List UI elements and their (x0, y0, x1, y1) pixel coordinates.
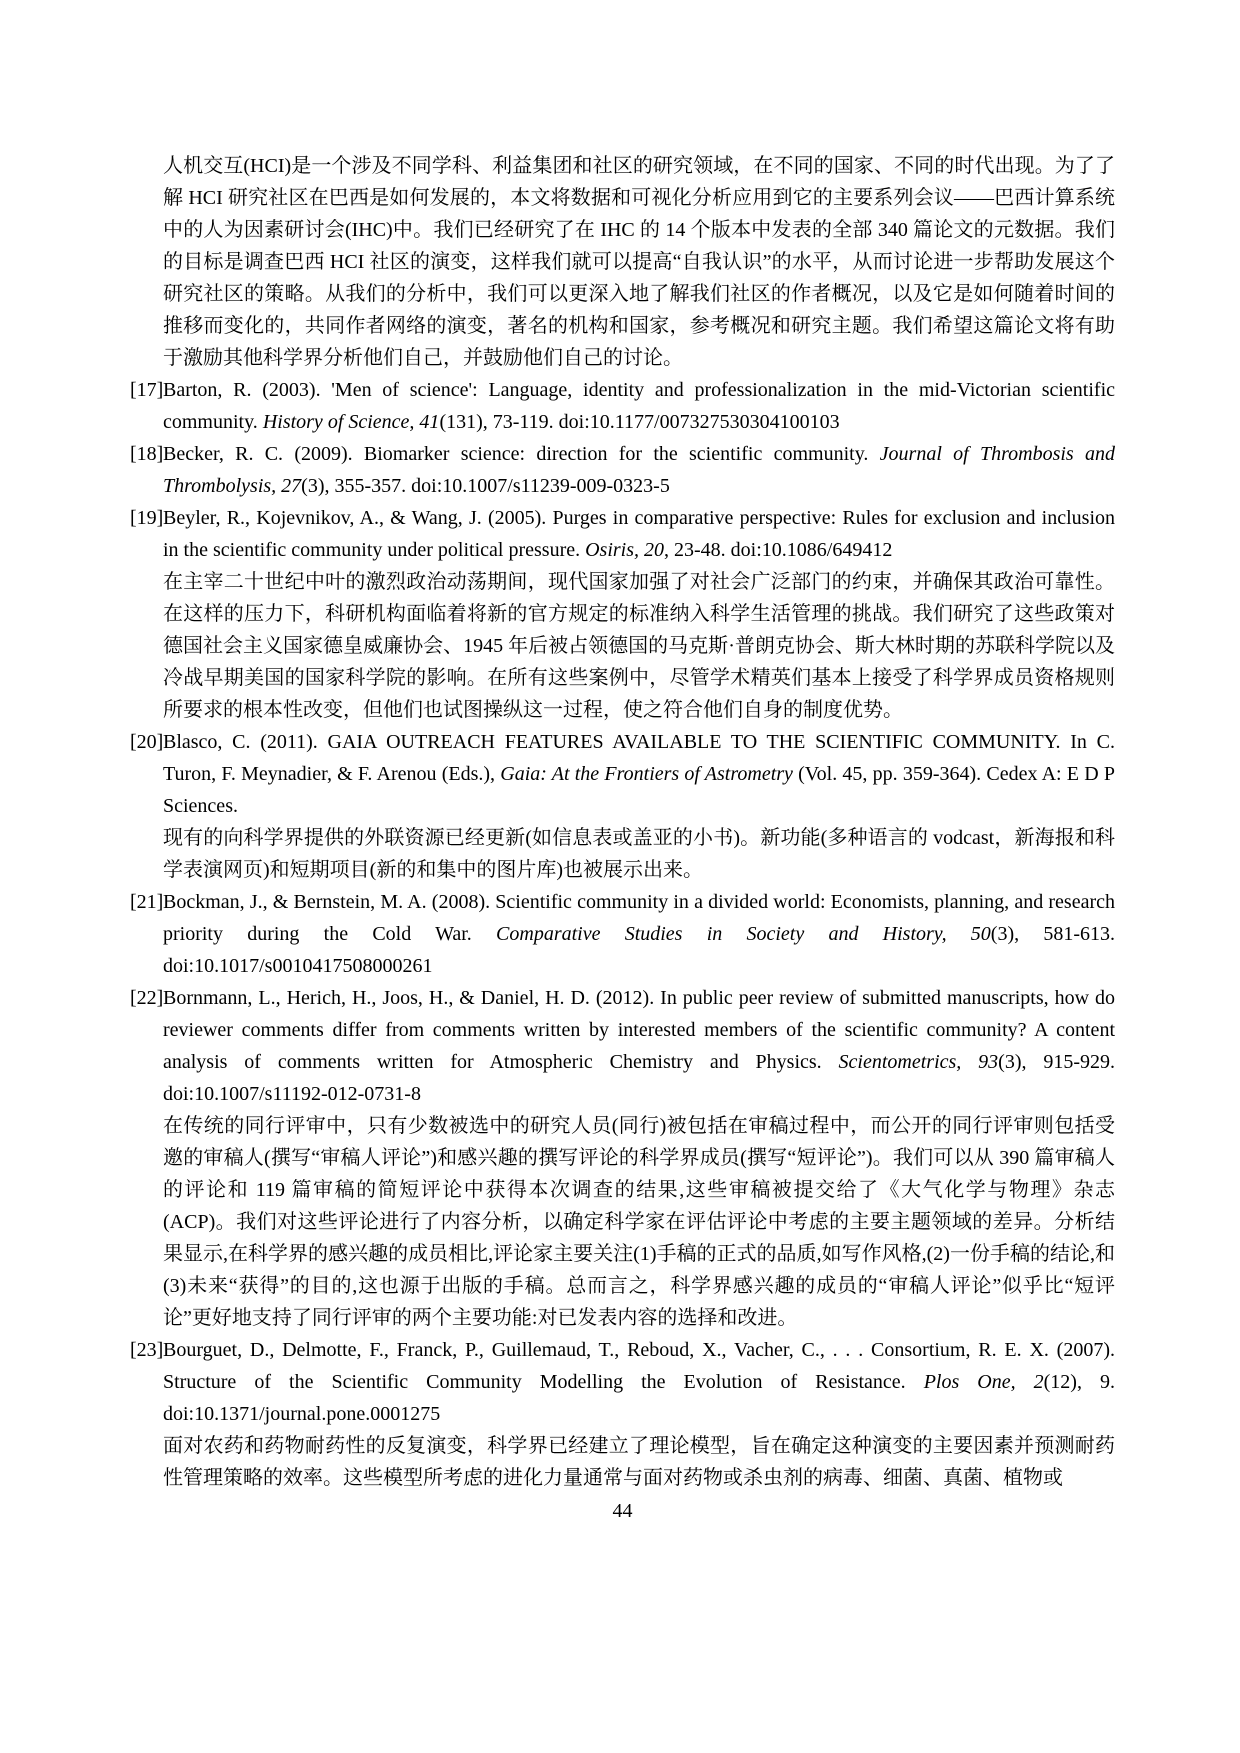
reference-23-number: [23] (130, 1339, 164, 1361)
reference-18-number: [18] (130, 443, 164, 465)
citation-text: Bornmann, L., Herich, H., Joos, H., & Daniel, H. D. (2012). In public peer review of submitted manuscripts, how do reviewer comments differ from comments written by interested members of the scientific community? A content analysis of comments written for Atmospheric Chemistry and Physics. (163, 987, 1115, 1073)
reference-18 (130, 438, 1115, 502)
reference-17-citation (163, 374, 1115, 438)
reference-19-citation (163, 502, 1115, 566)
citation-text: Blasco, C. (2011). GAIA OUTREACH FEATURES AVAILABLE TO THE SCIENTIFIC COMMUNITY. In C. Turon, F. Meynadier, & F. Arenou (Eds.), (163, 731, 1115, 785)
citation-text: (3), 355-357. doi:10.1007/s11239-009-0323-5 (301, 475, 670, 497)
reference-list (130, 374, 1115, 1494)
reference-22-number: [22] (130, 987, 164, 1009)
citation-text: (3), 915-929. doi:10.1007/s11192-012-0731-8 (163, 1051, 1115, 1105)
citation-text: (131), 73-119. doi:10.1177/007327530304100103 (439, 411, 840, 433)
reference-19-number: [19] (130, 507, 164, 529)
citation-text: Bourguet, D., Delmotte, F., Franck, P., Guillemaud, T., Reboud, X., Vacher, C., . . . Consortium, R. E. X. (2007). Structure of the Scientific Community Modelling the Evolution of Resistance. (163, 1339, 1115, 1393)
citation-text: (3), 581-613. doi:10.1017/s0010417508000261 (163, 923, 1116, 977)
reference-22 (130, 982, 1115, 1334)
reference-21 (130, 886, 1115, 982)
journal-title: Scientometrics, 93 (838, 1051, 999, 1073)
reference-20-citation (163, 726, 1115, 822)
page-content (130, 150, 1115, 1527)
citation-text: Bockman, J., & Bernstein, M. A. (2008). Scientific community in a divided world: Economists, planning, and research priority during the Cold War. (163, 891, 1115, 945)
journal-title: Osiris, 20 (585, 539, 665, 561)
abstract-paragraph: 人机交互(HCI)是一个涉及不同学科、利益集团和社区的研究领域，在不同的国家、不同的时代出现。为了了解 HCI 研究社区在巴西是如何发展的，本文将数据和可视化分析应用到它的主要系列会议——巴西计算系统中的人为因素研讨会(IHC)中。我们已经研究了在 IHC 的 14 个版本中发表的全部 340 篇论文的元数据。我们的目标是调查巴西 HCI 社区的演变，这样我们就可以提高“自我认识”的水平，从而讨论进一步帮助发展这个研究社区的策略。从我们的分析中，我们可以更深入地了解我们社区的作者概况，以及它是如何随着时间的推移而变化的，共同作者网络的演变，著名的机构和国家，参考概况和研究主题。我们希望这篇论文将有助于激励其他科学界分析他们自己，并鼓励他们自己的讨论。 (163, 155, 1115, 369)
citation-text: Beyler, R., Kojevnikov, A., & Wang, J. (2005). Purges in comparative perspective: Rules for exclusion and inclusion in the scientific community under political pressure. (163, 507, 1115, 561)
page-number: 44 (612, 1500, 633, 1522)
journal-title: Comparative Studies in Society and History, 50 (496, 923, 991, 945)
journal-title: Plos One, 2 (923, 1371, 1044, 1393)
reference-18-citation (163, 438, 1115, 502)
citation-text: Barton, R. (2003). 'Men of science': Language, identity and professionalization in the mid-Victorian scientific community. (163, 379, 1115, 433)
reference-23-translation: 面对农药和药物耐药性的反复演变，科学界已经建立了理论模型，旨在确定这种演变的主要因素并预测耐药性管理策略的效率。这些模型所考虑的进化力量通常与面对药物或杀虫剂的病毒、细菌、真菌、植物或 (163, 1435, 1115, 1489)
reference-20-translation: 现有的向科学界提供的外联资源已经更新(如信息表或盖亚的小书)。新功能(多种语言的 vodcast，新海报和科学表演网页)和短期项目(新的和集中的图片库)也被展示出来。 (163, 827, 1115, 881)
reference-17-number: [17] (130, 379, 164, 401)
citation-text: (12), 9. doi:10.1371/journal.pone.0001275 (163, 1371, 1115, 1425)
citation-text: (Vol. 45, pp. 359-364). Cedex A: E D P Sciences. (163, 763, 1115, 817)
reference-21-citation (163, 886, 1115, 982)
reference-20-number: [20] (130, 731, 164, 753)
journal-title: History of Science, 41 (262, 411, 440, 433)
reference-23 (130, 1334, 1115, 1494)
reference-21-number: [21] (130, 891, 164, 913)
citation-text: , 23-48. doi:10.1086/649412 (664, 539, 893, 561)
reference-17 (130, 374, 1115, 438)
reference-20 (130, 726, 1115, 886)
reference-23-citation (163, 1334, 1115, 1430)
citation-text: Becker, R. C. (2009). Biomarker science: direction for the scientific community. (163, 443, 880, 465)
book-title: Gaia: At the Frontiers of Astrometry (500, 763, 793, 785)
reference-19-translation: 在主宰二十世纪中叶的激烈政治动荡期间，现代国家加强了对社会广泛部门的约束，并确保其政治可靠性。在这样的压力下，科研机构面临着将新的官方规定的标准纳入科学生活管理的挑战。我们研究了这些政策对德国社会主义国家德皇威廉协会、1945 年后被占领德国的马克斯·普朗克协会、斯大林时期的苏联科学院以及冷战早期美国的国家科学院的影响。在所有这些案例中，尽管学术精英们基本上接受了科学界成员资格规则所要求的根本性改变，但他们也试图操纵这一过程，使之符合他们自身的制度优势。 (163, 571, 1115, 721)
journal-title: Journal of Thrombosis and Thrombolysis, 27 (163, 443, 1115, 497)
reference-22-citation (163, 982, 1115, 1110)
reference-22-translation: 在传统的同行评审中，只有少数被选中的研究人员(同行)被包括在审稿过程中，而公开的同行评审则包括受邀的审稿人(撰写“审稿人评论”)和感兴趣的撰写评论的科学界成员(撰写“短评论”)。我们可以从 390 篇审稿人的评论和 119 篇审稿的简短评论中获得本次调查的结果,这些审稿被提交给了《大气化学与物理》杂志(ACP)。我们对这些评论进行了内容分析，以确定科学家在评估评论中考虑的主要主题领域的差异。分析结果显示,在科学界的感兴趣的成员相比,评论家主要关注(1)手稿的正式的品质,如写作风格,(2)一份手稿的结论,和(3)未来“获得”的目的,这也源于出版的手稿。总而言之，科学界感兴趣的成员的“审稿人评论”似乎比“短评论”更好地支持了同行评审的两个主要功能:对已发表内容的选择和改进。 (163, 1115, 1115, 1329)
reference-19 (130, 502, 1115, 726)
